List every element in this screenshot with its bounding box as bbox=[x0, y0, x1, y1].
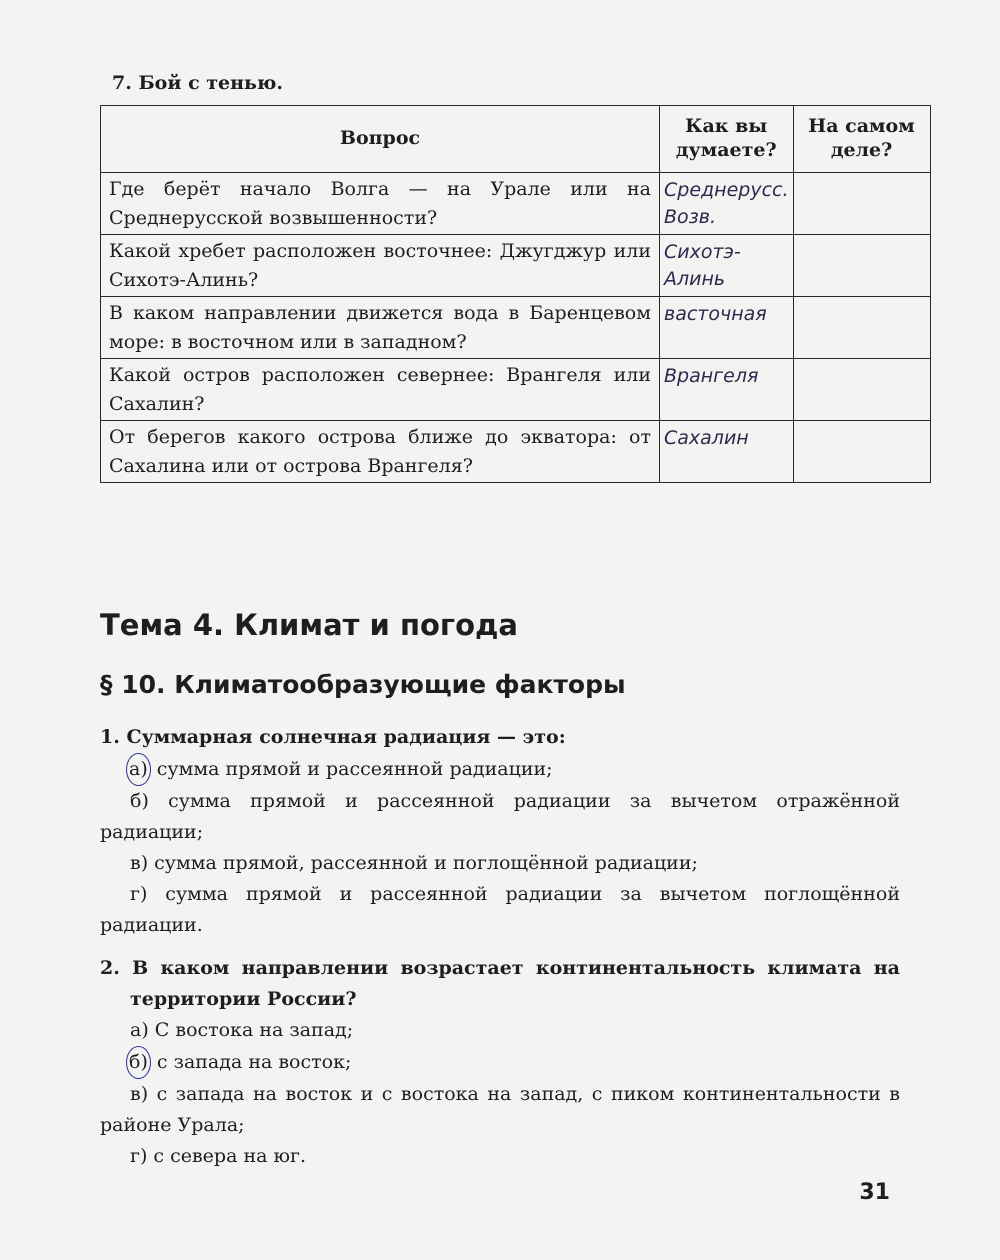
section-heading: § 10. Климатообразующие факторы bbox=[100, 670, 626, 699]
option-a[interactable] bbox=[100, 753, 900, 786]
option-text: с запада на восток; bbox=[150, 1051, 352, 1073]
question-2-title: 2. В каком направлении возрастает континентальность климата на территории России? bbox=[100, 957, 900, 1010]
option-text: с севера на юг. bbox=[147, 1145, 307, 1167]
actual-answer-cell[interactable] bbox=[793, 421, 930, 483]
option-letter: в) bbox=[130, 852, 149, 874]
exercise-7-title: 7. Бой с тенью. bbox=[112, 72, 284, 94]
handwritten-answer[interactable]: Сахалин bbox=[660, 421, 794, 483]
question-cell: От берегов какого острова ближе до экватора: от Сахалина или от острова Врангеля? bbox=[101, 421, 660, 483]
question-cell: Какой остров расположен севернее: Врангеля или Сахалин? bbox=[101, 359, 660, 421]
question-cell: Какой хребет расположен восточнее: Джугджур или Сихотэ-Алинь? bbox=[101, 235, 660, 297]
question-1-title: 1. Суммарная солнечная радиация — это: bbox=[100, 726, 566, 748]
option-g[interactable] bbox=[100, 879, 900, 941]
option-letter: а) bbox=[130, 1019, 149, 1041]
handwritten-answer[interactable]: васточная bbox=[660, 297, 794, 359]
question-cell: Где берёт начало Волга — на Урале или на Среднерусской возвышенности? bbox=[101, 173, 660, 235]
option-a[interactable] bbox=[100, 1015, 900, 1046]
actual-answer-cell[interactable] bbox=[793, 297, 930, 359]
header-your-guess: Как вы думаете? bbox=[660, 106, 794, 173]
handwritten-answer[interactable]: Среднерусс. Возв. bbox=[660, 173, 794, 235]
question-cell: В каком направлении движется вода в Баренцевом море: в восточном или в западном? bbox=[101, 297, 660, 359]
actual-answer-cell[interactable] bbox=[793, 235, 930, 297]
table-row bbox=[101, 421, 931, 483]
option-text: сумма прямой, рассеянной и поглощённой радиации; bbox=[148, 852, 698, 874]
table-header-row bbox=[101, 106, 931, 173]
option-text: с запада на восток и с востока на запад, с пиком континентальности в районе Урала; bbox=[100, 1083, 900, 1136]
option-text: сумма прямой и рассеянной радиации за вычетом отражённой радиации; bbox=[100, 790, 900, 843]
option-letter: в) bbox=[130, 1083, 149, 1105]
question-2 bbox=[100, 953, 900, 1172]
shadow-boxing-table bbox=[100, 105, 931, 483]
actual-answer-cell[interactable] bbox=[793, 173, 930, 235]
option-b[interactable] bbox=[100, 1046, 900, 1079]
option-v[interactable] bbox=[100, 848, 900, 879]
handwritten-answer[interactable]: Сихотэ-Алинь bbox=[660, 235, 794, 297]
option-letter: г) bbox=[130, 1145, 148, 1167]
header-question: Вопрос bbox=[101, 106, 660, 173]
option-letter: г) bbox=[130, 883, 148, 905]
table-row bbox=[101, 173, 931, 235]
option-text: сумма прямой и рассеянной радиации за вычетом поглощённой радиации. bbox=[100, 883, 900, 936]
option-text: С востока на запад; bbox=[148, 1019, 354, 1041]
option-text: сумма прямой и рассеянной радиации; bbox=[150, 758, 553, 780]
option-b[interactable] bbox=[100, 786, 900, 848]
question-1 bbox=[100, 722, 900, 941]
page-number: 31 bbox=[859, 1180, 890, 1205]
theme-heading: Тема 4. Климат и погода bbox=[100, 608, 518, 642]
option-letter: б) bbox=[130, 790, 149, 812]
header-actual: На самом деле? bbox=[793, 106, 930, 173]
option-v[interactable] bbox=[100, 1079, 900, 1141]
circled-letter: а) bbox=[126, 753, 151, 786]
handwritten-answer[interactable]: Врангеля bbox=[660, 359, 794, 421]
table-row bbox=[101, 235, 931, 297]
circled-letter: б) bbox=[126, 1046, 151, 1079]
option-g[interactable] bbox=[100, 1141, 900, 1172]
actual-answer-cell[interactable] bbox=[793, 359, 930, 421]
table-row bbox=[101, 359, 931, 421]
table-row bbox=[101, 297, 931, 359]
